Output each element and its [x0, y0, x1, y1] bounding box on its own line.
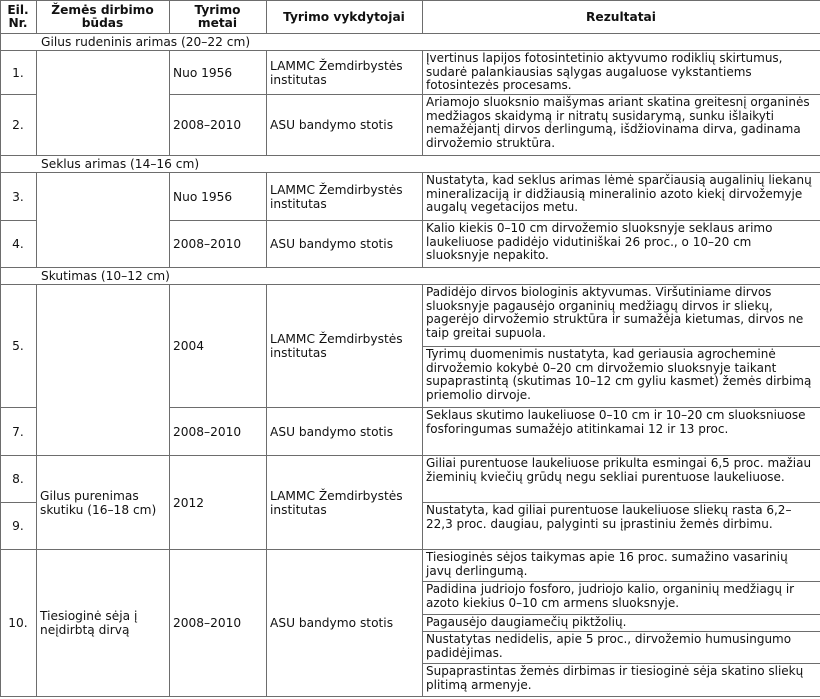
result-cell: Nustatytas nedidelis, apie 5 proc., dirvožemio humusingumo padidėjimas.: [423, 632, 820, 664]
header-results: Rezultatai: [423, 1, 820, 34]
row-number: 7.: [1, 408, 37, 456]
row-number: 5.: [1, 285, 37, 408]
result-cell: Tyrimų duomenimis nustatyta, kad geriausia agrocheminė dirvožemio kokybė 0–20 cm dirvožemio sluoksnyje taikant supaprastintą (skutimas 10–12 cm gyliu kasmet) žemės dirbimą priemolio dirvoje.: [423, 347, 820, 408]
year-cell: Nuo 1956: [170, 51, 267, 95]
performer-cell: LAMMC Žemdirbystės institutas: [267, 51, 423, 95]
row-number: 9.: [1, 503, 37, 550]
header-nr: Eil. Nr.: [1, 1, 37, 34]
year-cell: 2008–2010: [170, 95, 267, 156]
method-cell: [37, 285, 170, 456]
year-cell: 2012: [170, 456, 267, 550]
section-row: [1, 268, 820, 285]
section-row: [1, 34, 820, 51]
table-row: [1, 51, 820, 95]
section-title: Seklus arimas (14–16 cm): [1, 156, 820, 173]
method-cell: [37, 51, 170, 156]
section-title: Gilus rudeninis arimas (20–22 cm): [1, 34, 820, 51]
row-number: 3.: [1, 173, 37, 221]
header-performers: Tyrimo vykdytojai: [267, 1, 423, 34]
performer-cell: LAMMC Žemdirbystės institutas: [267, 173, 423, 221]
method-cell: [37, 173, 170, 268]
result-cell: Supaprastintas žemės dirbimas ir tiesioginė sėja skatino sliekų plitimą armenyje.: [423, 664, 820, 697]
result-cell: Nustatyta, kad seklus arimas lėmė sparčiausią augalinių liekanų mineralizaciją ir didžiausią mineralinio azoto kiekį dirvožemyje augalų vegetacijos metu.: [423, 173, 820, 221]
table-row: [1, 173, 820, 221]
result-cell: Pagausėjo daugiamečių piktžolių.: [423, 615, 820, 632]
method-cell: Tiesioginė sėja į neįdirbtą dirvą: [37, 550, 170, 697]
result-cell: Kalio kiekis 0–10 cm dirvožemio sluoksnyje seklaus arimo laukeliuose padidėjo vidutiniškai 26 proc., o 10–20 cm sluoksnyje nepakito.: [423, 221, 820, 268]
result-cell: Giliai purentuose laukeliuose prikulta esmingai 6,5 proc. mažiau žieminių kviečių grūdų negu sekliai purentuose laukeliuose.: [423, 456, 820, 503]
row-number: 10.: [1, 550, 37, 697]
performer-cell: ASU bandymo stotis: [267, 221, 423, 268]
result-cell: Seklaus skutimo laukeliuose 0–10 cm ir 10–20 cm sluoksniuose fosforingumas sumažėjo atitinkamai 12 ir 13 proc.: [423, 408, 820, 456]
year-cell: 2004: [170, 285, 267, 408]
performer-cell: LAMMC Žemdirbystės institutas: [267, 285, 423, 408]
table-header-row: [1, 1, 820, 34]
table-row: [1, 456, 820, 503]
row-number: 2.: [1, 95, 37, 156]
year-cell: 2008–2010: [170, 221, 267, 268]
result-cell: Padidėjo dirvos biologinis aktyvumas. Viršutiniame dirvos sluoksnyje pagausėjo organinių medžiagų dirvos ir sliekų, pagerėjo dirvožemio struktūra ir sumažėja kietumas, dirvos ne taip greitai supuola.: [423, 285, 820, 347]
section-title: Skutimas (10–12 cm): [1, 268, 820, 285]
row-number: 1.: [1, 51, 37, 95]
table-row: [1, 285, 820, 347]
performer-cell: ASU bandymo stotis: [267, 550, 423, 697]
row-number: 4.: [1, 221, 37, 268]
performer-cell: ASU bandymo stotis: [267, 95, 423, 156]
performer-cell: ASU bandymo stotis: [267, 408, 423, 456]
result-cell: Ariamojo sluoksnio maišymas ariant skatina greitesnį organinės medžiagos skaidymą ir nitratų susidarymą, sunku išlaikyti nemažėjantį dirvos derlingumą, išdžiovinama dirva, gadinama dirvožemio struktūra.: [423, 95, 820, 156]
year-cell: Nuo 1956: [170, 173, 267, 221]
header-method: Žemės dirbimo būdas: [37, 1, 170, 34]
header-years: Tyrimo metai: [170, 1, 267, 34]
year-cell: 2008–2010: [170, 408, 267, 456]
result-cell: Nustatyta, kad giliai purentuose laukeliuose sliekų rasta 6,2–22,3 proc. daugiau, palyginti su įprastiniu žemės dirbimu.: [423, 503, 820, 550]
performer-cell: LAMMC Žemdirbystės institutas: [267, 456, 423, 550]
row-number: 8.: [1, 456, 37, 503]
result-cell: Įvertinus lapijos fotosintetinio aktyvumo rodiklių skirtumus, sudarė palankiausias sąlygas augaluose vykstantiems fotosintezės procesams.: [423, 51, 820, 95]
method-cell: Gilus purenimas skutiku (16–18 cm): [37, 456, 170, 550]
table-row: [1, 550, 820, 582]
result-cell: Padidina judriojo fosforo, judriojo kalio, organinių medžiagų ir azoto kiekius 0–10 cm armens sluoksnyje.: [423, 582, 820, 615]
year-cell: 2008–2010: [170, 550, 267, 697]
result-cell: Tiesioginės sėjos taikymas apie 16 proc. sumažino vasarinių javų derlingumą.: [423, 550, 820, 582]
section-row: [1, 156, 820, 173]
